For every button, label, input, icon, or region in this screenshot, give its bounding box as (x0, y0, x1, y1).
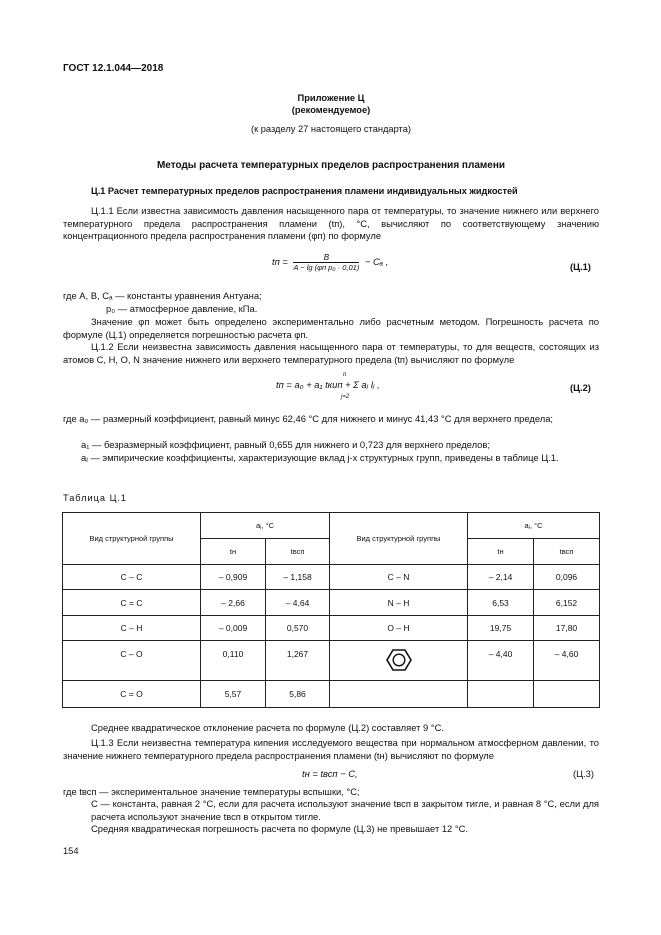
paragraph-c1-2: Ц.1.2 Если неизвестна зависимость давления насыщенного пара от температуры, то для веществ, состоящих из атомов С, Н, О, N значение нижнего или верхнего температурного предела (tп) вычисляют по формуле (63, 341, 599, 365)
section-title: Методы расчета температурных пределов распространения пламени (156, 160, 506, 171)
formula-c1-numerator: B (293, 253, 359, 263)
th-aj-2: aⱼ, °С (468, 513, 600, 539)
cell-value (468, 681, 534, 708)
cell-value: 19,75 (468, 616, 534, 641)
paragraph-std-dev: Среднее квадратическое отклонение расчета по формуле (Ц.2) составляет 9 °С. (91, 722, 444, 733)
formula-c1-denominator: A − lg (φп p₀ · 0,01) (293, 263, 360, 272)
cell-value: – 2,66 (201, 590, 266, 616)
cell-group: C = O (63, 681, 201, 708)
cell-value: – 4,40 (468, 641, 534, 681)
th-aj-1: aⱼ, °С (201, 513, 330, 539)
th-tvsp-1: tвсп (266, 539, 330, 565)
cell-value: – 2,14 (468, 565, 534, 590)
legend-a0: где a₀ — размерный коэффициент, равный минус 62,46 °С для нижнего и минус 41,43 °С для верхнего предела; (63, 413, 554, 424)
cell-value: 6,53 (468, 590, 534, 616)
cell-value: 5,57 (201, 681, 266, 708)
legend-a1: a₁ — безразмерный коэффициент, равный 0,655 для нижнего и 0,723 для верхнего пределов; (81, 439, 490, 450)
th-tn-1: tн (201, 539, 266, 565)
table-row (63, 590, 600, 616)
appendix-title: Приложение Ц (297, 93, 365, 103)
cell-value (534, 681, 600, 708)
cell-group: C – N (330, 565, 468, 590)
document-header: ГОСТ 12.1.044—2018 (63, 63, 164, 74)
cell-value: – 1,158 (266, 565, 330, 590)
formula-c2-body: tп = a₀ + a₁ tкип + Σ aⱼ lⱼ , (276, 379, 380, 390)
appendix-reference: (к разделу 27 настоящего стандарта) (251, 124, 411, 134)
cell-value: 0,110 (201, 641, 266, 681)
cell-value: 5,86 (266, 681, 330, 708)
paragraph-phi: Значение φп может быть определено экспериментально либо расчетным методом. Погрешность расчета по формуле (Ц.1) определяется погрешностью расчета φп. (63, 316, 599, 340)
formula-c1-lhs: tп = (272, 255, 288, 267)
formula-c1-fraction (293, 253, 359, 272)
formula-c2 (276, 379, 380, 391)
cell-value: – 4,64 (266, 590, 330, 616)
benzene-ring-icon (386, 648, 412, 672)
table-header-row-1 (63, 513, 600, 539)
cell-value: – 0,909 (201, 565, 266, 590)
paragraph-c1-1: Ц.1.1 Если известна зависимость давления насыщенного пара от температуры, то значение нижнего или верхнего температурного предела распространения пламени (tп), °С, вычисляют по соответствующему значению концентрационного предела распространения пламени (φп) по формуле (63, 205, 599, 242)
formula-c2-sum-top: n (343, 372, 347, 378)
cell-value: 0,096 (534, 565, 600, 590)
legend-antoine: где A, B, Cₐ — константы уравнения Антуана; (63, 290, 262, 301)
table-row (63, 681, 600, 708)
table-row (63, 616, 600, 641)
cell-group (330, 641, 468, 681)
appendix-subtitle: (рекомендуемое) (291, 105, 371, 115)
formula-c3: tн = tвсп − C, (302, 768, 358, 779)
cell-value: – 0,009 (201, 616, 266, 641)
formula-c1 (272, 253, 388, 272)
legend-tvsp: где tвсп — экспериментальное значение температуры вспышки, °С; (63, 786, 360, 797)
cell-value: 17,80 (534, 616, 600, 641)
paragraph-mean-error: Средняя квадратическая погрешность расчета по формуле (Ц.3) не превышает 12 °С. (91, 823, 468, 834)
cell-value: 0,570 (266, 616, 330, 641)
cell-group: O – H (330, 616, 468, 641)
subsection-title: Ц.1 Расчет температурных пределов распространения пламени индивидуальных жидкостей (91, 186, 518, 196)
cell-value: 1,267 (266, 641, 330, 681)
cell-group (330, 681, 468, 708)
th-group-2: Вид структурной группы (330, 513, 468, 565)
cell-group: C = C (63, 590, 201, 616)
th-tn-2: tн (468, 539, 534, 565)
th-group-1: Вид структурной группы (63, 513, 201, 565)
table-row (63, 565, 600, 590)
formula-c3-number: (Ц.3) (573, 768, 594, 779)
cell-value: 6,152 (534, 590, 600, 616)
cell-group: C – O (63, 641, 201, 681)
table-row (63, 641, 600, 681)
cell-group: C – H (63, 616, 201, 641)
table-c1 (62, 512, 600, 708)
legend-p0: p₀ — атмосферное давление, кПа. (106, 303, 258, 314)
legend-c-constant: C — константа, равная 2 °С, если для расчета используют значение tвсп в закрытом тигле, и равная 8 °С, если для расчета используют значение tвсп в открытом тигле. (91, 798, 599, 822)
formula-c2-number: (Ц.2) (570, 382, 591, 393)
cell-group: N – H (330, 590, 468, 616)
formula-c2-sum-bottom: j=2 (341, 394, 350, 400)
paragraph-c1-3: Ц.1.3 Если неизвестна температура кипения исследуемого вещества при нормальном атмосферном давлении, то значение нижнего температурного предела распространения пламени (tн) вычисляют по формуле (63, 737, 599, 761)
cell-group: C – C (63, 565, 201, 590)
formula-c1-number: (Ц.1) (570, 261, 591, 272)
cell-value: – 4,60 (534, 641, 600, 681)
table-caption: Таблица Ц.1 (63, 493, 128, 503)
formula-c1-tail: − Cₐ , (364, 255, 389, 267)
th-tvsp-2: tвсп (534, 539, 600, 565)
page-number: 154 (63, 846, 79, 856)
legend-aj: aⱼ — эмпирические коэффициенты, характеризующие вклад j-х структурных групп, приведены в таблице Ц.1. (81, 452, 559, 463)
